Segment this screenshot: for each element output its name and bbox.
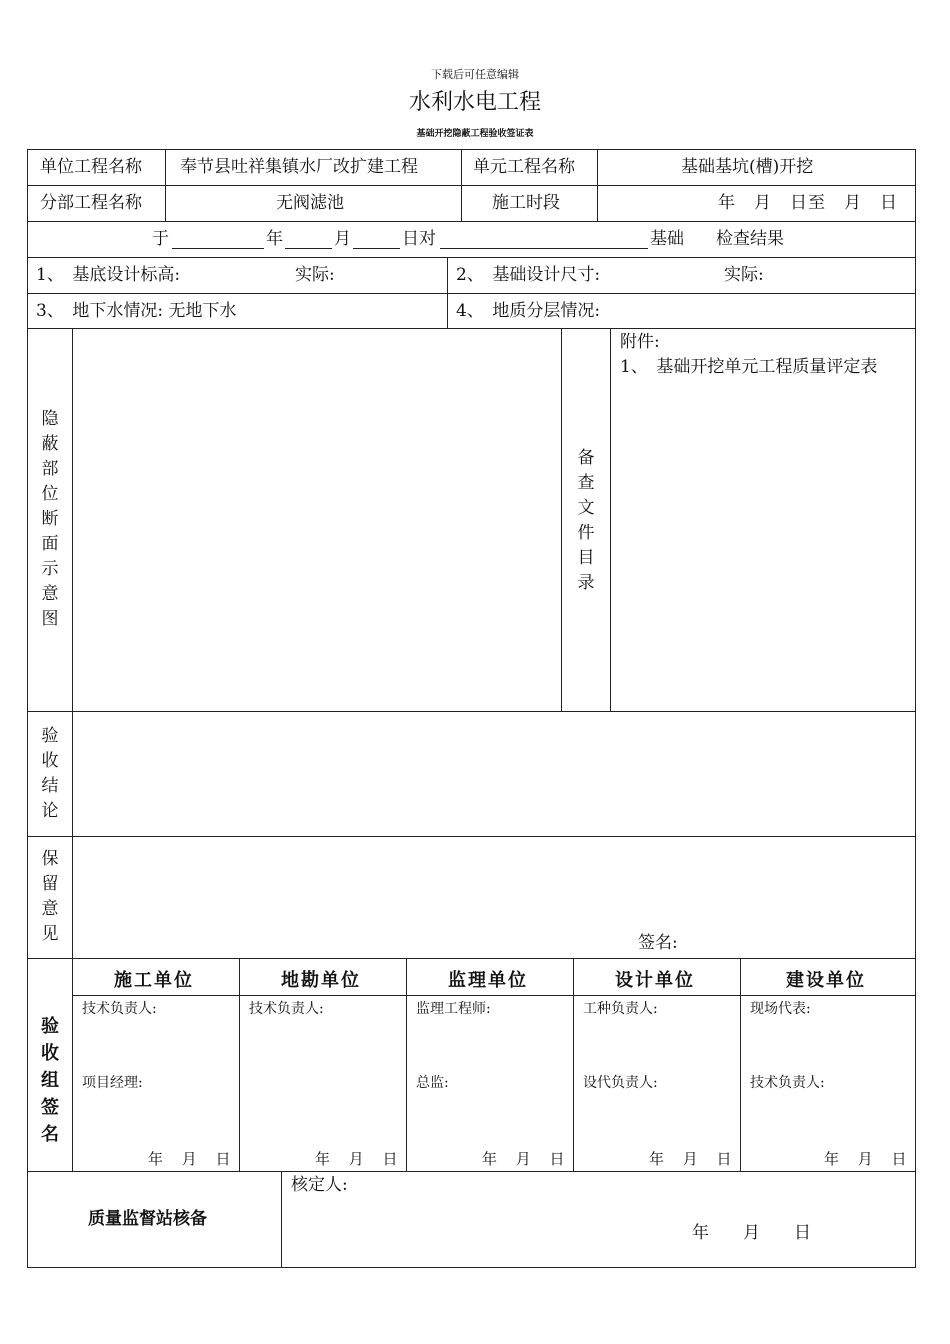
column-header-owner: 建设单位	[786, 970, 866, 991]
supervision-date: 年 月 日	[482, 1150, 565, 1168]
period-value: 年 月 日至 月 日	[718, 193, 898, 213]
quality-date: 年 月 日	[692, 1223, 811, 1243]
construction-date: 年 月 日	[148, 1150, 231, 1168]
design-size-label: 2、 基础设计尺寸:	[456, 265, 601, 285]
design-elevation-label: 1、 基底设计标高:	[36, 265, 181, 285]
column-header-survey: 地勘单位	[281, 970, 361, 991]
unit-project-value: 奉节县吐祥集镇水厂改扩建工程	[180, 157, 418, 177]
column-header-supervision: 监理单位	[448, 970, 528, 991]
period-label: 施工时段	[492, 193, 560, 213]
signature-label: 签名:	[638, 933, 678, 953]
reference-docs-label: 备查文件目录	[577, 448, 595, 593]
supervision-role-1: 监理工程师:	[416, 1001, 491, 1017]
design-role-2: 设代负责人:	[583, 1075, 658, 1091]
document-title: 水利水电工程	[408, 90, 541, 115]
owner-date: 年 月 日	[824, 1150, 907, 1168]
owner-role-1: 现场代表:	[750, 1001, 811, 1017]
column-header-design: 设计单位	[615, 970, 695, 991]
element-project-value: 基础基坑(槽)开挖	[681, 157, 814, 177]
groundwater-label: 3、 地下水情况: 无地下水	[36, 301, 237, 321]
design-date: 年 月 日	[649, 1150, 732, 1168]
download-note: 下载后可任意编辑	[431, 68, 519, 81]
owner-role-2: 技术负责人:	[750, 1075, 825, 1091]
attachment-label: 附件:	[620, 332, 660, 352]
supervision-role-2: 总监:	[416, 1075, 449, 1091]
design-role-1: 工种负责人:	[583, 1001, 658, 1017]
element-project-label: 单元工程名称	[473, 157, 575, 177]
construction-role-1: 技术负责人:	[82, 1001, 157, 1017]
form-title: 基础开挖隐蔽工程验收签证表	[416, 129, 534, 139]
survey-date: 年 月 日	[315, 1150, 398, 1168]
construction-role-2: 项目经理:	[82, 1075, 143, 1091]
sub-project-label: 分部工程名称	[40, 193, 142, 213]
attachment-item-1: 1、 基础开挖单元工程质量评定表	[620, 357, 878, 377]
column-header-construction: 施工单位	[114, 970, 194, 991]
conclusion-label: 验收结论	[41, 726, 59, 821]
sub-project-value: 无阀滤池	[276, 193, 344, 213]
actual-label-1: 实际:	[295, 265, 335, 285]
actual-label-2: 实际:	[724, 265, 764, 285]
reservations-label: 保留意见	[41, 849, 59, 944]
survey-role-1: 技术负责人:	[249, 1001, 324, 1017]
approver-label: 核定人:	[291, 1175, 348, 1195]
signing-group-label: 验收组签名	[41, 1016, 59, 1145]
unit-project-label: 单位工程名称	[40, 157, 142, 177]
stratum-label: 4、 地质分层情况:	[456, 301, 601, 321]
quality-station-label: 质量监督站核备	[88, 1209, 207, 1229]
hidden-diagram-label: 隐蔽部位断面示意图	[41, 409, 59, 629]
